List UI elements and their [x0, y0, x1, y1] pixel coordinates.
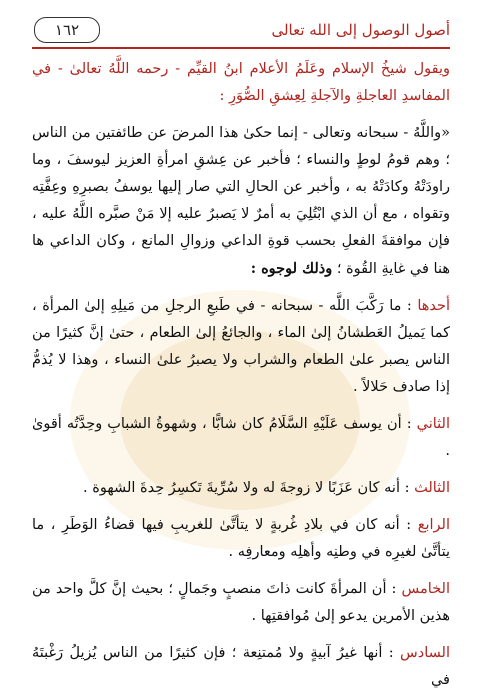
point-3 — [32, 475, 450, 502]
point-text: : أن المرأةَ كانت ذاتَ منصبٍ وجَمالٍ ؛ بحيث إنَّ كلَّ واحد من هذين الأمرين يدعو إلىٰ مُوافقتِها . — [32, 581, 450, 624]
intro-paragraph: ويقول شيخُ الإسلام وعَلَمُ الأعلام ابنُ القيِّم - رحمه اللَّهُ تعالىٰ - في المفاسدِ العاجلةِ والآجلةِ لِعِشقِ الصُّوَرِ : — [32, 61, 450, 104]
point-label: الثالث — [414, 480, 450, 496]
point-text: : ما رَكَّبَ اللَّه - سبحانه - في طَبعِ الرجلِ من مَيلِهِ إلىٰ المرأة ، كما يَميلُ العَطشانُ إلىٰ الماء ، والجائعُ إلىٰ الطعام ، حتىٰ إنَّ كثيرًا من الناس يصبر علىٰ الطعام والشراب ولا يصبرُ علىٰ النساء ، وهذا لا يُذمُّ إذا صادف حَلالاً . — [32, 298, 450, 395]
running-title: أصول الوصول إلى الله تعالى — [271, 21, 450, 39]
point-label: الرابع — [417, 517, 450, 533]
quote-paragraph — [32, 120, 450, 283]
point-6 — [32, 640, 450, 694]
point-text: : أن يوسف عَلَيْهِ السَّلَامُ كان شابًّا ، وشهوةُ الشبابِ وحِدَّتُه أقوىٰ . — [32, 416, 450, 459]
point-text: : أنه كان في بلادِ غُربةٍ لا يتأتَّىٰ للغريبِ فيها قضاءُ الوَطَرِ ، ما يتأتَّىٰ لغيرِه في وطنِه وأهلِه ومعارفِه . — [32, 517, 450, 560]
page-header — [34, 16, 450, 44]
point-label: السادس — [400, 645, 450, 661]
point-label: الثاني — [416, 416, 450, 432]
point-1 — [32, 293, 450, 401]
header-rule — [32, 47, 450, 49]
point-5 — [32, 576, 450, 630]
point-text: : أنها غيرُ آبيةٍ ولا مُمتنِعة ؛ فإن كثيرًا من الناس يُزيلُ رَغْبتَهُ في — [32, 645, 450, 688]
quote-text: «واللَّهُ - سبحانه وتعالى - إنما حكىٰ هذا المرضَ عن طائفتين من الناس ؛ وهم قومُ لوطٍ والنساء ؛ فأخبر عن عِشقِ امرأةِ العزيز ليوسفَ ، وما راودَتْهُ وكادَتْهُ به ، وأخبر عن الحالِ التي صار إليها يوسفُ بصبرِهِ وعِفَّتِه وتقواه ، مع أن الذي ابْتُلِيَ به أمرٌ لا يَصبرُ عليه إلا مَنْ صبَّره اللَّهُ عليه ، فإن موافقةَ الفعلِ بحسب قوةِ الداعي وزوالِ المانع ، وكان الداعي ها هنا في غايةِ القُوة ؛ — [32, 125, 450, 277]
point-label: الخامس — [401, 581, 451, 597]
point-2 — [32, 411, 450, 465]
point-label: أحدها — [417, 298, 450, 314]
body-text — [32, 56, 450, 694]
page-number: ١٦٢ — [34, 17, 100, 43]
point-text: : أنه كان عَزَبًا لا زوجةَ له ولا سُرِّيةَ تَكسِرُ حِدةَ الشهوة . — [83, 480, 410, 496]
point-4 — [32, 512, 450, 566]
quote-end: وذلك لوجوه : — [250, 260, 333, 277]
